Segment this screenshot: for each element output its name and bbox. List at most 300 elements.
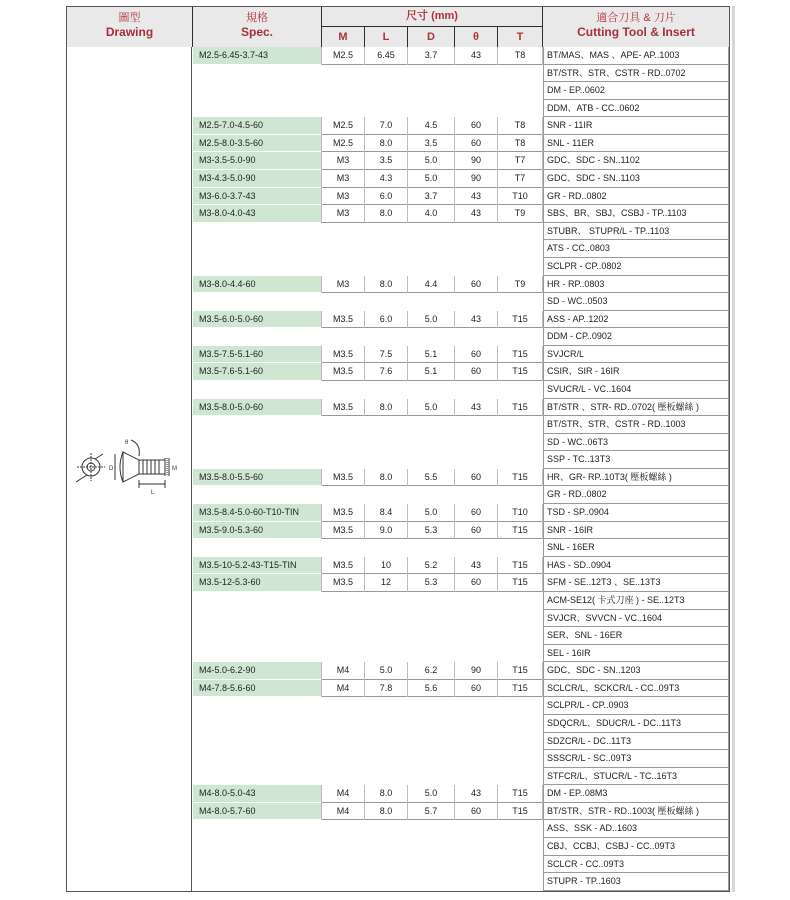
m-label: M [172, 466, 177, 472]
column-divider [542, 205, 543, 223]
t-cell [498, 82, 542, 100]
t-cell [498, 733, 542, 751]
d-cell: 5.7 [408, 803, 454, 821]
l-cell [365, 838, 407, 856]
tool-cell: ASS - AP..1202 [543, 311, 729, 329]
l-cell [365, 65, 407, 83]
column-divider [542, 346, 543, 364]
column-divider [364, 662, 365, 680]
l-cell [365, 820, 407, 838]
tool-cell: GR - RD..0802 [543, 486, 729, 504]
column-divider [364, 205, 365, 223]
table-row [193, 768, 729, 786]
l-cell [365, 328, 407, 346]
tool-cell: BT/STR、STR、CSTR - RD..1003 [543, 416, 729, 434]
t-cell [498, 434, 542, 452]
theta-cell: 43 [455, 188, 497, 206]
column-divider [321, 152, 322, 170]
m-cell [322, 750, 364, 768]
t-cell [498, 645, 542, 663]
t-cell [498, 328, 542, 346]
l-cell: 6.0 [365, 311, 407, 329]
spec-cell: M2.5-8.0-3.5-60 [193, 135, 321, 153]
spec-cell [193, 434, 321, 452]
column-divider [497, 188, 498, 206]
theta-cell [455, 258, 497, 276]
l-cell: 8.0 [365, 469, 407, 487]
l-cell [365, 697, 407, 715]
l-cell [365, 223, 407, 241]
tool-cell: GDC、SDC - SN..1203 [543, 662, 729, 680]
t-cell [498, 223, 542, 241]
table-header [67, 7, 729, 47]
l-cell [365, 627, 407, 645]
d-cell: 5.0 [408, 504, 454, 522]
table-row [193, 838, 729, 856]
theta-cell: 60 [455, 363, 497, 381]
m-cell: M3.5 [322, 574, 364, 592]
d-cell: 5.0 [408, 785, 454, 803]
tool-cell: HAS - SD..0904 [543, 557, 729, 575]
theta-cell [455, 645, 497, 663]
column-divider [454, 363, 455, 381]
tool-cell: SVUCR/L - VC..1604 [543, 381, 729, 399]
t-cell: T10 [498, 504, 542, 522]
theta-cell: 60 [455, 803, 497, 821]
tool-cell: SER、SNL - 16ER [543, 627, 729, 645]
d-cell [408, 539, 454, 557]
table-row [193, 645, 729, 663]
d-cell: 5.3 [408, 574, 454, 592]
l-label: L [151, 490, 155, 496]
theta-cell [455, 434, 497, 452]
t-cell [498, 486, 542, 504]
l-cell: 7.5 [365, 346, 407, 364]
column-divider [497, 662, 498, 680]
d-cell: 4.5 [408, 117, 454, 135]
t-cell: T7 [498, 170, 542, 188]
column-divider [407, 346, 408, 364]
l-cell [365, 381, 407, 399]
t-cell [498, 820, 542, 838]
column-divider [321, 522, 322, 540]
theta-cell: 60 [455, 135, 497, 153]
column-divider [454, 47, 455, 65]
t-cell [498, 293, 542, 311]
spec-cell: M4-8.0-5.0-43 [193, 785, 321, 803]
column-divider [407, 363, 408, 381]
column-divider [497, 557, 498, 575]
theta-cell [455, 856, 497, 874]
l-cell [365, 645, 407, 663]
m-cell [322, 486, 364, 504]
d-cell [408, 486, 454, 504]
header-drawing [67, 7, 192, 47]
tool-cell: SVJCR/L [543, 346, 729, 364]
m-cell [322, 328, 364, 346]
t-cell [498, 65, 542, 83]
column-divider [454, 152, 455, 170]
theta-cell: 90 [455, 662, 497, 680]
column-divider [364, 276, 365, 294]
d-cell [408, 416, 454, 434]
d-cell: 5.0 [408, 152, 454, 170]
tool-cell: SSSCR/L - SC..09T3 [543, 750, 729, 768]
table-row [193, 135, 729, 153]
column-divider [321, 363, 322, 381]
column-divider [407, 47, 408, 65]
m-cell [322, 65, 364, 83]
column-divider [542, 522, 543, 540]
spec-cell [193, 697, 321, 715]
table-row [193, 346, 729, 364]
spec-cell: M3.5-8.0-5.0-60 [193, 399, 321, 417]
spec-cell [193, 592, 321, 610]
m-cell [322, 434, 364, 452]
spec-cell [193, 873, 321, 891]
t-cell: T8 [498, 117, 542, 135]
table-row [193, 539, 729, 557]
tool-cell: SCLCR/L、SCKCR/L - CC..09T3 [543, 680, 729, 698]
tool-cell: SNR - 16IR [543, 522, 729, 540]
column-divider [321, 399, 322, 417]
t-cell [498, 592, 542, 610]
tool-cell: SNL - 16ER [543, 539, 729, 557]
m-cell: M4 [322, 803, 364, 821]
column-divider [364, 311, 365, 329]
l-cell [365, 82, 407, 100]
theta-cell: 60 [455, 574, 497, 592]
header-tool [543, 7, 729, 47]
screw-drawing [73, 432, 191, 502]
column-divider [454, 399, 455, 417]
l-cell: 6.45 [365, 47, 407, 65]
m-cell: M4 [322, 680, 364, 698]
tool-cell: SEL - 16IR [543, 645, 729, 663]
column-divider [321, 680, 322, 698]
column-divider [542, 803, 543, 821]
spec-cell [193, 645, 321, 663]
table-row [193, 416, 729, 434]
tool-cell: SDQCR/L、SDUCR/L - DC..11T3 [543, 715, 729, 733]
theta-cell [455, 100, 497, 118]
d-cell: 4.4 [408, 276, 454, 294]
m-cell: M3.5 [322, 363, 364, 381]
m-cell [322, 416, 364, 434]
table-row [193, 381, 729, 399]
theta-cell [455, 293, 497, 311]
d-cell: 4.0 [408, 205, 454, 223]
d-cell [408, 697, 454, 715]
d-cell [408, 645, 454, 663]
m-cell: M3.5 [322, 522, 364, 540]
table-row [193, 856, 729, 874]
table-row [193, 469, 729, 487]
spec-cell: M4-7.8-5.6-60 [193, 680, 321, 698]
column-divider [542, 276, 543, 294]
spec-cell: M3-4.3-5.0-90 [193, 170, 321, 188]
m-cell [322, 768, 364, 786]
d-cell [408, 592, 454, 610]
m-cell: M4 [322, 785, 364, 803]
spec-cell [193, 733, 321, 751]
l-cell [365, 100, 407, 118]
l-cell [365, 486, 407, 504]
l-cell [365, 539, 407, 557]
d-cell: 5.2 [408, 557, 454, 575]
table-row [193, 733, 729, 751]
table-row [193, 328, 729, 346]
column-divider [497, 205, 498, 223]
l-cell [365, 733, 407, 751]
table-row [193, 240, 729, 258]
column-divider [321, 346, 322, 364]
column-divider [364, 785, 365, 803]
column-divider [497, 170, 498, 188]
column-divider [321, 117, 322, 135]
l-cell [365, 768, 407, 786]
theta-cell [455, 733, 497, 751]
column-divider [407, 170, 408, 188]
table-row [193, 680, 729, 698]
m-cell [322, 610, 364, 628]
l-cell [365, 451, 407, 469]
d-cell [408, 240, 454, 258]
column-divider [542, 504, 543, 522]
column-divider [407, 188, 408, 206]
l-cell [365, 610, 407, 628]
spec-cell: M3-6.0-3.7-43 [193, 188, 321, 206]
column-divider [497, 522, 498, 540]
header-drawing-en: Drawing [105, 25, 154, 39]
l-cell: 7.0 [365, 117, 407, 135]
spec-table [66, 6, 730, 892]
t-cell: T15 [498, 311, 542, 329]
l-cell [365, 240, 407, 258]
column-divider [321, 504, 322, 522]
t-cell [498, 610, 542, 628]
header-tool-zh: 適合刀具 & 刀片 [596, 12, 676, 24]
d-cell: 5.0 [408, 170, 454, 188]
m-cell [322, 715, 364, 733]
table-row [193, 117, 729, 135]
tool-cell: HR - RP..0803 [543, 276, 729, 294]
column-divider [364, 557, 365, 575]
l-cell [365, 293, 407, 311]
t-cell: T15 [498, 557, 542, 575]
l-cell: 8.0 [365, 399, 407, 417]
spec-cell: M2.5-7.0-4.5-60 [193, 117, 321, 135]
column-divider [407, 152, 408, 170]
column-divider [364, 469, 365, 487]
header-dimensions: 尺寸 (mm) [322, 7, 542, 26]
t-cell [498, 539, 542, 557]
column-divider [542, 311, 543, 329]
column-divider [542, 662, 543, 680]
l-cell: 8.0 [365, 276, 407, 294]
m-cell: M3 [322, 152, 364, 170]
column-divider [364, 117, 365, 135]
spec-cell [193, 223, 321, 241]
column-divider [321, 188, 322, 206]
column-divider [454, 522, 455, 540]
column-divider [321, 469, 322, 487]
spec-cell: M2.5-6.45-3.7-43 [193, 47, 321, 65]
spec-cell [193, 486, 321, 504]
column-divider [542, 557, 543, 575]
d-cell: 5.1 [408, 346, 454, 364]
column-divider [454, 117, 455, 135]
column-divider [407, 574, 408, 592]
column-divider [454, 346, 455, 364]
d-cell: 3.5 [408, 135, 454, 153]
t-cell [498, 856, 542, 874]
theta-cell [455, 627, 497, 645]
column-divider [407, 680, 408, 698]
tool-cell: STUBR、 STUPR/L - TP..1103 [543, 223, 729, 241]
l-cell: 8.4 [365, 504, 407, 522]
theta-cell [455, 715, 497, 733]
m-cell [322, 697, 364, 715]
theta-cell: 60 [455, 276, 497, 294]
column-divider [321, 205, 322, 223]
theta-cell: 43 [455, 785, 497, 803]
t-cell: T15 [498, 680, 542, 698]
table-row [193, 363, 729, 381]
table-row [193, 152, 729, 170]
d-cell [408, 223, 454, 241]
tool-cell: HR、GR- RP..10T3( 壓板螺絲 ) [543, 469, 729, 487]
spec-cell [193, 328, 321, 346]
t-cell [498, 768, 542, 786]
column-divider [364, 363, 365, 381]
m-cell [322, 733, 364, 751]
header-col-theta: θ [455, 27, 497, 47]
column-divider [454, 135, 455, 153]
tool-cell: STUPR - TP..1603 [543, 873, 729, 891]
l-cell: 10 [365, 557, 407, 575]
theta-cell: 60 [455, 346, 497, 364]
l-cell: 7.6 [365, 363, 407, 381]
screw-head-view [76, 453, 105, 482]
m-cell: M2.5 [322, 117, 364, 135]
m-cell: M3 [322, 205, 364, 223]
d-cell [408, 838, 454, 856]
m-cell [322, 293, 364, 311]
m-cell: M3.5 [322, 346, 364, 364]
table-row [193, 311, 729, 329]
tool-cell: SCLPR/L - CP..0903 [543, 697, 729, 715]
theta-label: θ [125, 440, 129, 446]
theta-cell: 90 [455, 152, 497, 170]
table-row [193, 258, 729, 276]
tool-cell: GDC、SDC - SN..1103 [543, 170, 729, 188]
column-divider [364, 522, 365, 540]
column-divider [497, 152, 498, 170]
tool-cell: DM - EP..0602 [543, 82, 729, 100]
theta-cell: 43 [455, 311, 497, 329]
spec-cell: M3.5-9.0-5.3-60 [193, 522, 321, 540]
column-divider [407, 399, 408, 417]
theta-cell: 90 [455, 170, 497, 188]
column-divider [321, 803, 322, 821]
theta-cell [455, 610, 497, 628]
table-row [193, 504, 729, 522]
theta-cell: 60 [455, 469, 497, 487]
d-cell [408, 451, 454, 469]
column-divider [497, 574, 498, 592]
theta-cell [455, 486, 497, 504]
theta-cell [455, 381, 497, 399]
column-divider [407, 117, 408, 135]
column-divider [497, 346, 498, 364]
d-cell: 3.7 [408, 188, 454, 206]
l-cell: 5.0 [365, 662, 407, 680]
m-cell [322, 240, 364, 258]
tool-cell: STFCR/L、STUCR/L - TC..16T3 [543, 768, 729, 786]
column-divider [321, 785, 322, 803]
spec-cell: M3.5-10-5.2-43-T15-TIN [193, 557, 321, 575]
column-divider [454, 785, 455, 803]
table-body [67, 47, 729, 891]
t-cell [498, 381, 542, 399]
theta-cell [455, 838, 497, 856]
d-cell [408, 768, 454, 786]
column-divider [321, 311, 322, 329]
column-divider [407, 662, 408, 680]
d-cell: 6.2 [408, 662, 454, 680]
tool-cell: SD - WC..06T3 [543, 434, 729, 452]
column-divider [321, 557, 322, 575]
table-row [193, 873, 729, 891]
l-cell: 12 [365, 574, 407, 592]
d-cell [408, 258, 454, 276]
l-cell: 4.3 [365, 170, 407, 188]
theta-cell [455, 451, 497, 469]
l-cell [365, 416, 407, 434]
column-divider [542, 574, 543, 592]
column-divider [454, 188, 455, 206]
t-cell: T15 [498, 522, 542, 540]
spec-cell [193, 768, 321, 786]
t-cell [498, 715, 542, 733]
spec-cell: M3.5-6.0-5.0-60 [193, 311, 321, 329]
d-cell: 5.5 [408, 469, 454, 487]
column-divider [542, 469, 543, 487]
column-divider [542, 785, 543, 803]
table-row [193, 697, 729, 715]
column-divider [454, 574, 455, 592]
column-divider [497, 785, 498, 803]
tool-cell: ASS、SSK - AD..1603 [543, 820, 729, 838]
table-row [193, 785, 729, 803]
theta-cell [455, 768, 497, 786]
table-row [193, 293, 729, 311]
table-row [193, 486, 729, 504]
tool-cell: BT/STR、STR、CSTR - RD..0702 [543, 65, 729, 83]
drawing-column [67, 47, 192, 891]
spec-cell [193, 838, 321, 856]
d-cell [408, 328, 454, 346]
column-divider [407, 311, 408, 329]
l-cell: 8.0 [365, 205, 407, 223]
tool-cell: SNR - 11IR [543, 117, 729, 135]
tool-cell: SCLPR - CP..0802 [543, 258, 729, 276]
theta-cell [455, 82, 497, 100]
column-divider [454, 504, 455, 522]
spec-cell [193, 715, 321, 733]
tool-cell: DDM、ATB - CC..0602 [543, 100, 729, 118]
